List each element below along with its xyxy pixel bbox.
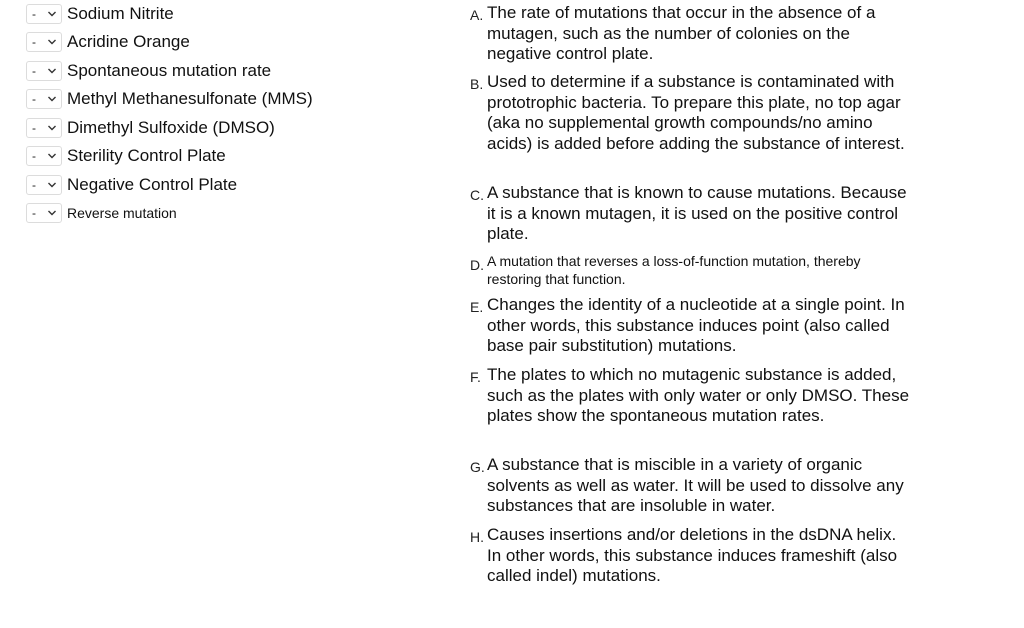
term-row bbox=[26, 59, 271, 83]
definition-letter: D. bbox=[470, 257, 484, 273]
definition-text: A substance that is known to cause mutations. Because it is a known mutagen, it is used on the positive control plate. bbox=[487, 183, 907, 244]
definition-letter: F. bbox=[470, 369, 481, 385]
answer-select[interactable] bbox=[26, 175, 62, 195]
term-label: Sterility Control Plate bbox=[67, 146, 226, 165]
answer-select[interactable] bbox=[26, 32, 62, 52]
chevron-down-icon bbox=[47, 151, 57, 161]
term-row bbox=[26, 144, 226, 168]
select-value: - bbox=[32, 149, 36, 163]
term-label: Reverse mutation bbox=[67, 205, 177, 221]
term-row bbox=[26, 116, 275, 140]
definition-letter: A. bbox=[470, 7, 484, 23]
chevron-down-icon bbox=[47, 94, 57, 104]
definition-text: A substance that is miscible in a variety of organic solvents as well as water. It will be used to dissolve any substances that are insoluble in water. bbox=[487, 455, 904, 516]
term-row bbox=[26, 2, 174, 26]
term-label: Sodium Nitrite bbox=[67, 4, 174, 23]
definition-text: The plates to which no mutagenic substance is added, such as the plates with only water or only DMSO. These plates show the spontaneous mutation rates. bbox=[487, 365, 910, 426]
term-label: Spontaneous mutation rate bbox=[67, 61, 272, 80]
chevron-down-icon bbox=[47, 66, 57, 76]
definition-text: Changes the identity of a nucleotide at a single point. In other words, this substance induces point (also called base pair substitution) mutations. bbox=[487, 295, 905, 356]
term-label: Acridine Orange bbox=[67, 32, 190, 51]
select-value: - bbox=[32, 178, 36, 192]
definition-text: The rate of mutations that occur in the absence of a mutagen, such as the number of colonies on the negative control plate. bbox=[487, 3, 876, 64]
term-row bbox=[26, 87, 313, 111]
term-row bbox=[26, 173, 237, 197]
chevron-down-icon bbox=[47, 37, 57, 47]
definition-item bbox=[470, 295, 915, 357]
term-label: Methyl Methanesulfonate (MMS) bbox=[67, 89, 313, 108]
definition-item bbox=[470, 3, 915, 65]
definition-item bbox=[470, 72, 915, 154]
answer-select[interactable] bbox=[26, 4, 62, 24]
definition-text: A mutation that reverses a loss-of-function mutation, thereby restoring that function. bbox=[487, 253, 861, 287]
answer-select[interactable] bbox=[26, 61, 62, 81]
definition-letter: C. bbox=[470, 187, 484, 203]
definition-letter: E. bbox=[470, 299, 484, 315]
answer-select[interactable] bbox=[26, 89, 62, 109]
answer-select[interactable] bbox=[26, 203, 62, 223]
chevron-down-icon bbox=[47, 9, 57, 19]
term-row bbox=[26, 201, 177, 225]
select-value: - bbox=[32, 64, 36, 78]
chevron-down-icon bbox=[47, 123, 57, 133]
term-row bbox=[26, 30, 190, 54]
chevron-down-icon bbox=[47, 180, 57, 190]
chevron-down-icon bbox=[47, 208, 57, 218]
definition-letter: H. bbox=[470, 529, 484, 545]
term-label: Dimethyl Sulfoxide (DMSO) bbox=[67, 118, 275, 137]
select-value: - bbox=[32, 92, 36, 106]
term-label: Negative Control Plate bbox=[67, 175, 238, 194]
select-value: - bbox=[32, 206, 36, 220]
definition-text: Causes insertions and/or deletions in the dsDNA helix. In other words, this substance induces frameshift (also called indel) mutations. bbox=[487, 525, 898, 586]
definition-letter: B. bbox=[470, 76, 484, 92]
select-value: - bbox=[32, 121, 36, 135]
definition-item bbox=[470, 365, 915, 427]
select-value: - bbox=[32, 35, 36, 49]
answer-select[interactable] bbox=[26, 146, 62, 166]
definition-item bbox=[470, 183, 915, 245]
answer-select[interactable] bbox=[26, 118, 62, 138]
definition-text: Used to determine if a substance is contaminated with prototrophic bacteria. To prepare this plate, no top agar (aka no supplemental growth compounds/no amino acids) is added before adding the substance of interest. bbox=[487, 72, 905, 153]
definition-item bbox=[470, 455, 915, 517]
definition-item bbox=[470, 525, 915, 587]
definition-item bbox=[470, 253, 915, 288]
select-value: - bbox=[32, 7, 36, 21]
definition-letter: G. bbox=[470, 459, 485, 475]
